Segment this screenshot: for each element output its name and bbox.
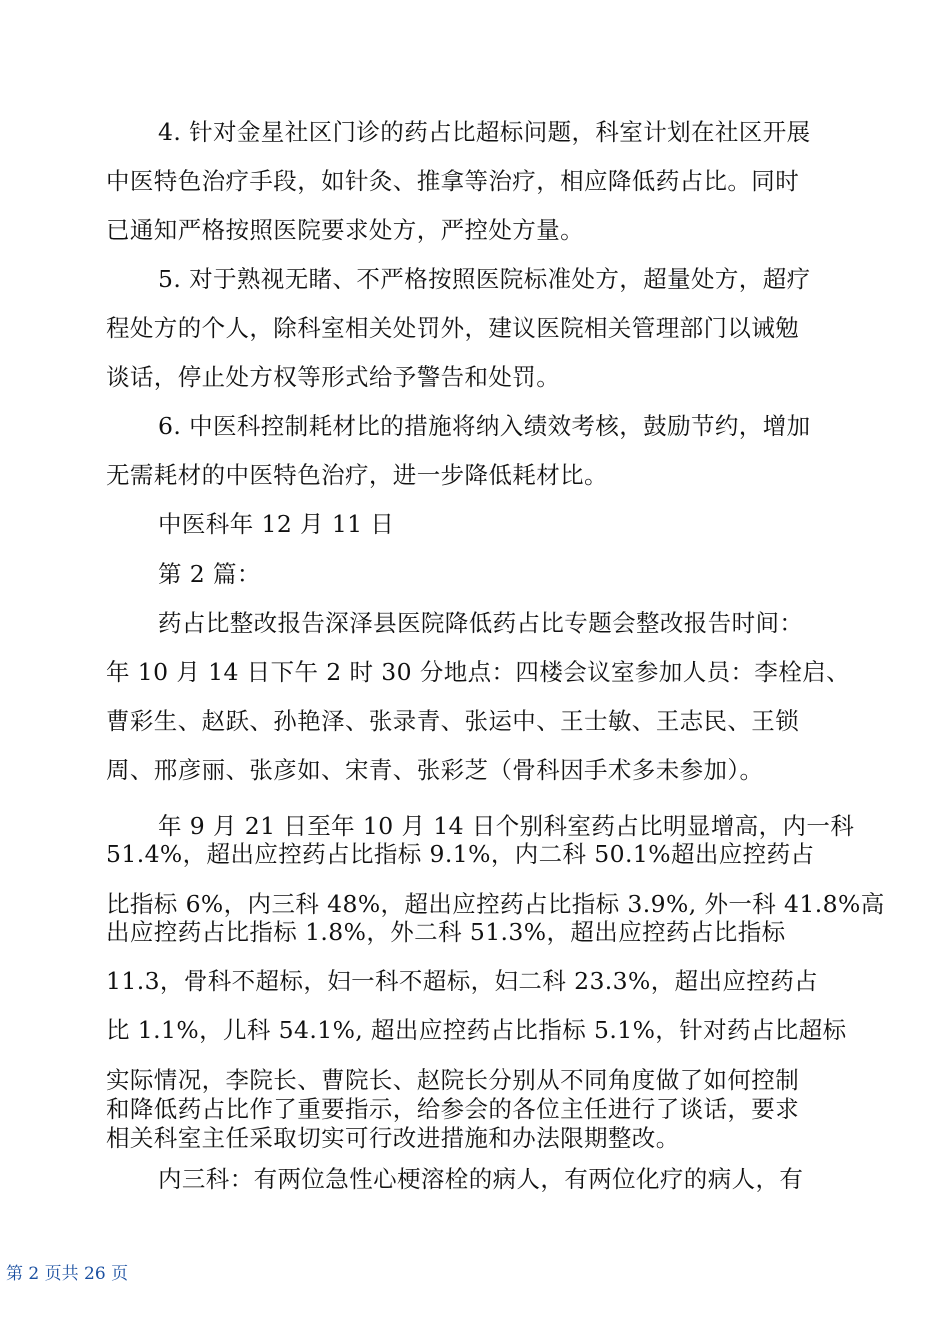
text-line-2: 中医特色治疗手段，如针灸、推拿等治疗，相应降低药占比。同时 — [106, 167, 800, 195]
text-line-11: 药占比整改报告深泽县医院降低药占比专题会整改报告时间： — [158, 609, 804, 637]
text-line-22: 和降低药占比作了重要指示，给参会的各位主任进行了谈话，要求 — [106, 1095, 800, 1123]
text-line-5: 程处方的个人，除科室相关处罚外，建议医院相关管理部门以诫勉 — [106, 314, 800, 342]
text-line-24: 内三科：有两位急性心梗溶栓的病人，有两位化疗的病人，有 — [158, 1165, 804, 1193]
text-line-20: 比 1.1%，儿科 54.1%, 超出应控药占比指标 5.1%，针对药占比超标 — [106, 1016, 847, 1044]
text-line-8: 无需耗材的中医特色治疗，进一步降低耗材比。 — [106, 461, 608, 489]
signature-date: 中医科年 12 月 11 日 — [158, 510, 395, 538]
text-line-18: 出应控药占比指标 1.8%，外二科 51.3%，超出应控药占比指标 — [106, 918, 786, 946]
text-line-15: 年 9 月 21 日至年 10 月 14 日个别科室药占比明显增高，内一科 — [158, 812, 855, 840]
text-line-12: 年 10 月 14 日下午 2 时 30 分地点：四楼会议室参加人员：李栓启、 — [106, 658, 851, 686]
text-line-4: 5. 对于熟视无睹、不严格按照医院标准处方，超量处方，超疗 — [158, 265, 811, 293]
text-line-1: 4. 针对金星社区门诊的药占比超标问题，科室计划在社区开展 — [158, 118, 811, 146]
text-line-19: 11.3，骨科不超标，妇一科不超标，妇二科 23.3%，超出应控药占 — [106, 967, 819, 995]
text-line-16: 51.4%，超出应控药占比指标 9.1%，内二科 50.1%超出应控药占 — [106, 840, 815, 868]
text-line-3: 已通知严格按照医院要求处方，严控处方量。 — [106, 216, 584, 244]
text-line-17: 比指标 6%，内三科 48%，超出应控药占比指标 3.9%, 外一科 41.8%高 — [106, 890, 885, 918]
text-line-23: 相关科室主任采取切实可行改进措施和办法限期整改。 — [106, 1124, 680, 1152]
text-line-14: 周、邢彦丽、张彦如、宋青、张彩芝（骨科因手术多未参加）。 — [106, 756, 764, 784]
text-line-6: 谈话，停止处方权等形式给予警告和处罚。 — [106, 363, 561, 391]
text-line-13: 曹彩生、赵跃、孙艳泽、张录青、张运中、王士敏、王志民、王锁 — [106, 707, 800, 735]
section-heading: 第 2 篇： — [158, 560, 261, 588]
page-number: 第 2 页共 26 页 — [6, 1264, 129, 1284]
text-line-7: 6. 中医科控制耗材比的措施将纳入绩效考核，鼓励节约，增加 — [158, 412, 811, 440]
text-line-21: 实际情况，李院长、曹院长、赵院长分别从不同角度做了如何控制 — [106, 1066, 800, 1094]
